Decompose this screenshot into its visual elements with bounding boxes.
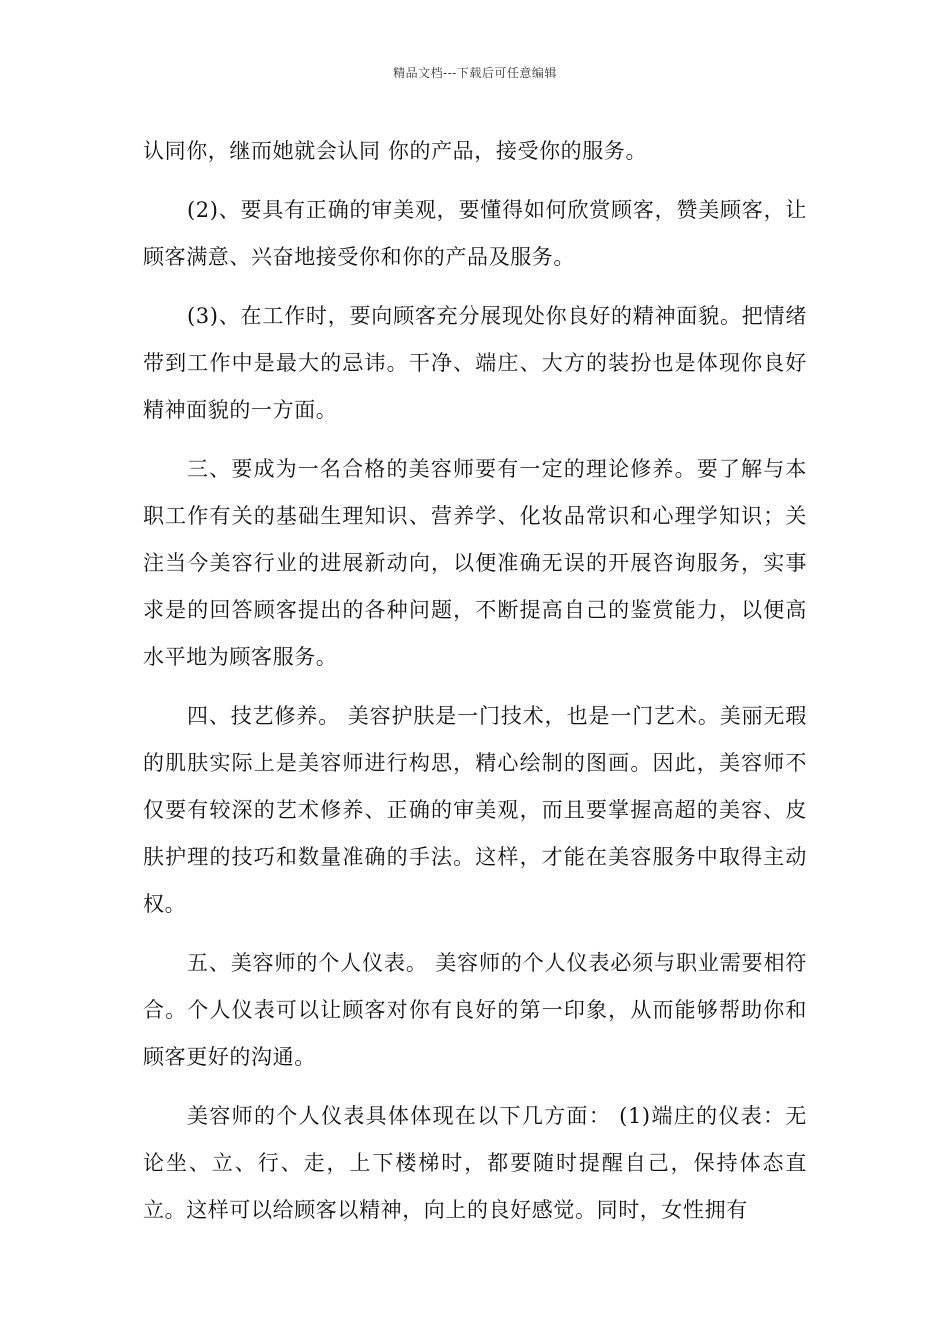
paragraph-3: (3)、在工作时，要向顾客充分展现处你良好的精神面貌。把情绪带到工作中是最大的忌讳。干净、端庄、大方的装扮也是体现你良好精神面貌的一方面。 — [143, 304, 807, 422]
paragraph-1: 认同你，继而她就会认同 你的产品，接受你的服务。 — [143, 139, 648, 163]
document-body — [143, 128, 807, 1246]
paragraph-6: 五、美容师的个人仪表。 美容师的个人仪表必须与职业需要相符合。个人仪表可以让顾客对你有良好的第一印象，从而能够帮助你和顾客更好的沟通。 — [143, 951, 807, 1069]
paragraph-7: 美容师的个人仪表具体体现在以下几方面： (1)端庄的仪表：无论坐、立、行、走，上下楼梯时，都要随时提醒自己，保持体态直立。这样可以给顾客以精神，向上的良好感觉。同时，女性拥有 — [143, 1104, 807, 1222]
paragraph-4: 三、要成为一名合格的美容师要有一定的理论修养。要了解与本职工作有关的基础生理知识、营养学、化妆品常识和心理学知识；关注当今美容行业的进展新动向，以便准确无误的开展咨询服务，实事求是的回答顾客提出的各种问题，不断提高自己的鉴赏能力，以便高水平地为顾客服务。 — [143, 457, 807, 669]
paragraph-2: (2)、要具有正确的审美观，要懂得如何欣赏顾客，赞美顾客，让顾客满意、兴奋地接受你和你的产品及服务。 — [143, 198, 807, 269]
page-header: 精品文档---下载后可任意编辑 — [393, 66, 557, 80]
paragraph-5: 四、技艺修养。 美容护肤是一门技术，也是一门艺术。美丽无瑕的肌肤实际上是美容师进行构思，精心绘制的图画。因此，美容师不仅要有较深的艺术修养、正确的审美观，而且要掌握高超的美容、皮肤护理的技巧和数量准确的手法。这样，才能在美容服务中取得主动权。 — [143, 704, 807, 916]
